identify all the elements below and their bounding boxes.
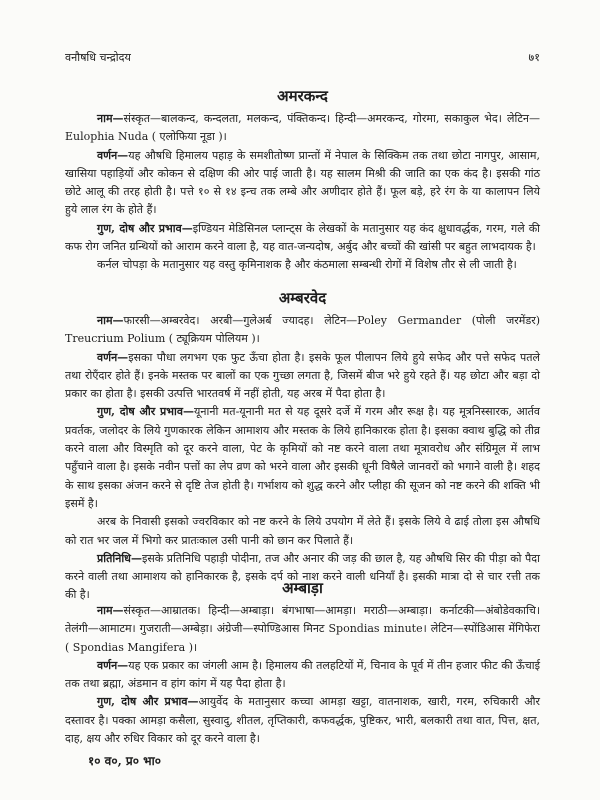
paragraph-lead: गुण, दोष और प्रभाव— [97, 221, 193, 235]
paragraph-properties [65, 403, 540, 513]
paragraph-text: इसका पौधा लगभग एक फुट ऊँचा होता है। इसके फूल पीलापन लिये हुये सफेद और पत्ते सफेद पतले तथा रोएँदार होते हैं। इनके मस्तक पर बालों का एक गुच्छा लगता है, जिसमें बीज भरे हुये रहते हैं। यह छोटा और बड़ा दो प्रकार का होता है। इसकी उत्पत्ति भारतवर्ष में नहीं होती, यह अरब में पैदा होता है। [65, 350, 541, 401]
paragraph-text: आयुर्वेद के मतानुसार कच्चा आमड़ा खट्टा, वातनाशक, खारी, गरम, रुचिकारी और दस्तावर है। पक्का आमड़ा कसैला, सुस्वादु, शीतल, तृप्तिकारी, कफवर्द्धक, पुष्टिकर, भारी, बलकारी तथा वात, पित्त, क्षत, दाह, क्षय और रुधिर विकार को दूर करने वाला है। [65, 695, 540, 746]
paragraph-text: यूनानी मत-यूनानी मत से यह दूसरे दर्जे में गरम और रूक्ष है। यह मूत्रनिस्सारक, आर्तव प्रवर्तक, जलोदर के लिये गुणकारक लेकिन आमाशय और मस्तक के लिये हानिकारक होता है। इसका क्वाथ बुद्धि को तीव्र करने वाला और विस्मृति को दूर करने वाला, पेट के कृमियों को नष्ट करने वाला तथा मूत्रावरोध और संग्रिमूल में लाभ पहुँचाने वाला है। इसके नवीन पत्तों का लेप व्रण को भरने वाला और इसकी धूनी विषैले जानवरों को भगाने वाली है। शहद के साथ इसका अंजन करने से दृष्टि तेज होती है। गर्भाशय को शुद्ध करने और प्लीहा की सूजन को नष्ट करने की शक्ति भी इसमें है। [65, 405, 540, 510]
paragraph-text: फारसी—अम्बरवेद। अरबी—गुलेअर्ब ज्यादह। लेटिन—Poley Germander (पोली जरमेंडर) Treucrium Polium ( ट्यूक्रियम पोलियम )। [65, 314, 540, 346]
paragraph-properties [65, 220, 540, 257]
paragraph-text: अरब के निवासी इसको ज्वरविकार को नष्ट करने के लिये उपयोग में लेते हैं। इसके लिये वे ढाई तोला इस औषधि को रात भर जल में भिगो कर प्रातःकाल उसी पानी को छान कर पिलाते हैं। [65, 515, 540, 547]
entry-title: अमरकन्द [277, 87, 328, 105]
running-header-title: वनौषधि चन्द्रोदय [65, 51, 131, 64]
paragraph-text: इण्डियन मेडिसिनल प्लान्ट्स के लेखकों के मतानुसार यह कंद क्षुधावर्द्धक, गरम, गले की कफ रोग जनित ग्रन्थियों को आराम करने वाला है, यह वात-जन्यदोष, अर्बुद और बच्चों की खांसी पर बहुत लाभदायक है। [65, 221, 540, 254]
paragraph-lead: प्रतिनिधि— [97, 551, 142, 565]
footer-signature: १० व०, प्र० भा० [88, 754, 161, 768]
paragraph-description [65, 657, 540, 694]
paragraph-lead: नाम— [97, 112, 124, 125]
paragraph-lead: नाम— [97, 604, 124, 617]
paragraph-text: संस्कृत—आम्रातक। हिन्दी—अम्बाड़ा। बंगभाषा—आमड़ा। मराठी—अम्बाड़ा। कर्नाटकी—अंबोडेवकाचि। तेलंगी—आमाटम। गुजराती—अम्बेड़ा। अंग्रेजी—स्पोण्डिआस मिनट Spondias minute। लेटिन—स्पोंडिआस मेंगिफेरा ( Spondias Mangifera )। [65, 604, 540, 654]
paragraph-lead: नाम— [97, 314, 124, 327]
paragraph-text: इसके प्रतिनिधि पहाड़ी पोदीना, तज और अनार की जड़ की छाल है, यह औषधि सिर की पीड़ा को पैदा करने वाली तथा आमाशय को हानिकारक है, इसके दर्प को नाश करने वाली धनियाँ है। इसकी मात्रा दो से चार रत्ती तक की है। [65, 551, 540, 602]
paragraph-lead: गुण, दोष और प्रभाव— [97, 695, 199, 709]
paragraph-note [65, 256, 540, 274]
paragraph-text: कर्नल चोपड़ा के मतानुसार यह वस्तु कृमिनाशक है और कंठमाला सम्बन्धी रोगों में विशेष तौर से ली जाती है। [97, 258, 517, 272]
paragraph-text: यह औषधि हिमालय पहाड़ के समशीतोष्ण प्रान्तों में नेपाल के सिक्किम तक तथा छोटा नागपुर, आसाम, खासिया पहाड़ियों और कोकन से दक्षिण की ओर पाई जाती है। यह सालम मिश्री की जाति का एक कंद है। इसकी गांठ छोटे आलू की तरह होती है। पत्ते १० से १४ इन्च तक लम्बे और अणीदार होते हैं। फूल बड़े, हरे रंग के या कालापन लिये हुये लाल रंग के होते हैं। [65, 148, 540, 217]
paragraph-names [65, 110, 540, 147]
entry-ambarved [65, 288, 540, 605]
paragraph-lead: वर्णन— [97, 658, 129, 672]
paragraph-names [65, 602, 540, 657]
paragraph-text: संस्कृत—बालकन्द, कन्दलता, मलकन्द, पंक्तिकन्द। हिन्दी—अमरकन्द, गोरमा, सकाकुल भेद। लेटिन—Eulophia Nuda ( एलोफिया नूडा )। [65, 112, 540, 144]
entry-title: अम्बरवेद [278, 289, 327, 307]
paragraph-description [65, 147, 540, 220]
entry-ambada [65, 578, 540, 748]
paragraph-lead: वर्णन— [97, 350, 129, 364]
paragraph-text: यह एक प्रकार का जंगली आम है। हिमालय की तलहटियों में, चिनाव के पूर्व में तीन हजार फीट की ऊँचाई तक तथा ब्रह्मा, अंडमान व हांग कांग में यह पैदा होता है। [65, 658, 540, 691]
paragraph-lead: गुण, दोष और प्रभाव— [97, 405, 195, 419]
page-number: ७१ [528, 51, 540, 64]
paragraph-lead: वर्णन— [97, 148, 129, 162]
paragraph-description [65, 349, 540, 404]
entry-title: अम्बाड़ा [282, 579, 323, 597]
entry-amarkand [65, 86, 540, 275]
paragraph-properties [65, 693, 540, 748]
paragraph-usage [65, 513, 540, 550]
paragraph-names [65, 312, 540, 349]
